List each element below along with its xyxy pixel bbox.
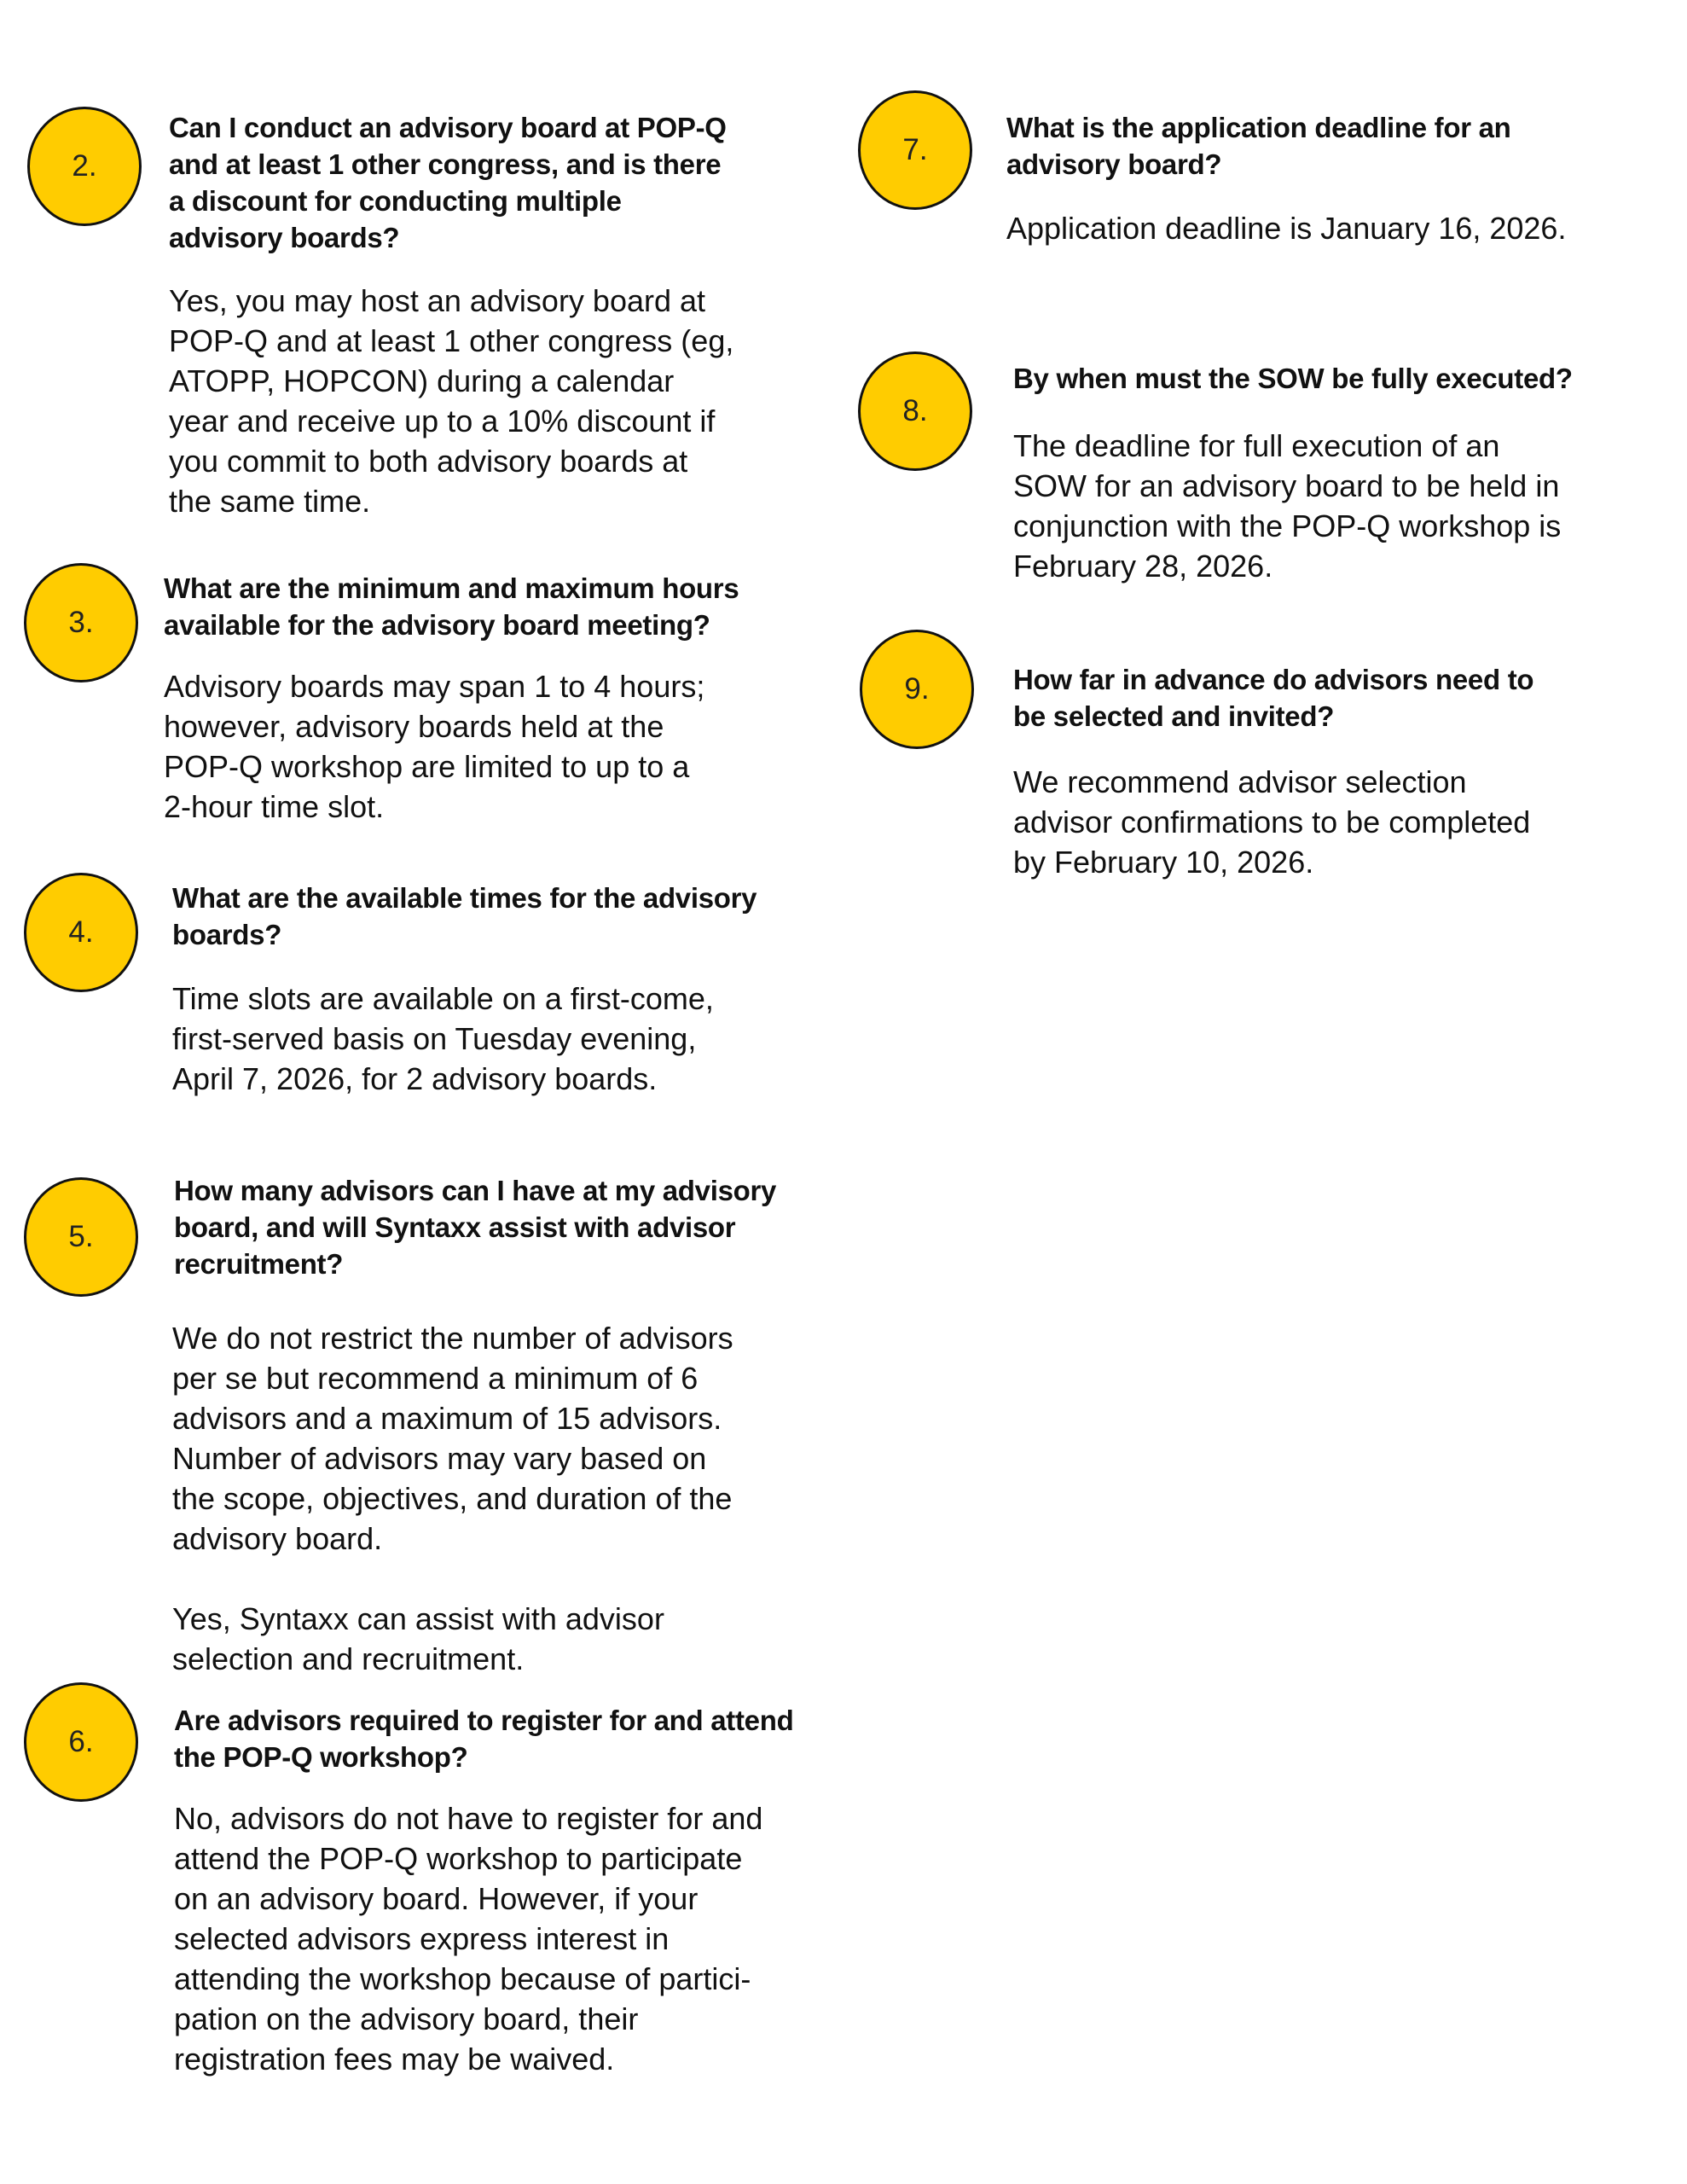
- faq-question: [1013, 360, 1573, 397]
- faq-answer: [1013, 426, 1561, 586]
- answer-line: registration fees may be waived.: [174, 2042, 615, 2077]
- question-line: recruitment?: [174, 1248, 344, 1280]
- question-line: and at least 1 other congress, and is there: [169, 148, 722, 180]
- faq-answer: [1013, 762, 1530, 882]
- answer-line: advisory board.: [172, 1521, 383, 1556]
- answer-line: selection and recruitment.: [172, 1641, 525, 1676]
- badge-number: 9.: [904, 672, 930, 706]
- answer-line: attending the workshop because of partici-: [174, 1961, 751, 1996]
- answer-line: April 7, 2026, for 2 advisory boards.: [172, 1061, 658, 1096]
- question-line: the POP-Q workshop?: [174, 1741, 468, 1773]
- answer-line: The deadline for full execution of an: [1013, 428, 1500, 463]
- answer-paragraph: [172, 1318, 733, 1559]
- answer-line: Time slots are available on a first-come,: [172, 981, 714, 1016]
- answer-line: advisor confirmations to be completed: [1013, 804, 1531, 839]
- number-badge: [24, 1682, 138, 1802]
- question-line: How many advisors can I have at my advisory: [174, 1175, 777, 1206]
- answer-line: you commit to both advisory boards at: [169, 444, 688, 479]
- answer-paragraph: [174, 1798, 762, 2079]
- question-line: Can I conduct an advisory board at POP-Q: [169, 112, 727, 143]
- answer-line: We do not restrict the number of advisors: [172, 1321, 733, 1356]
- faq-answer: [172, 979, 714, 1099]
- answer-line: by February 10, 2026.: [1013, 845, 1314, 880]
- question-line: available for the advisory board meeting?: [164, 609, 710, 641]
- answer-line: conjunction with the POP-Q workshop is: [1013, 508, 1562, 543]
- faq-answer: [169, 281, 733, 521]
- badge-number: 6.: [68, 1725, 94, 1758]
- answer-line: February 28, 2026.: [1013, 549, 1273, 584]
- question-line: What are the minimum and maximum hours: [164, 572, 739, 604]
- answer-line: 2-hour time slot.: [164, 789, 385, 824]
- number-badge: [24, 563, 138, 682]
- answer-line: POP-Q and at least 1 other congress (eg,: [169, 323, 734, 358]
- faq-answer: [174, 1798, 762, 2079]
- faq-answer: [172, 1318, 733, 1679]
- answer-line: the same time.: [169, 484, 371, 519]
- faq-question: [174, 1702, 793, 1775]
- answer-paragraph: [1013, 762, 1530, 882]
- question-line: advisory boards?: [169, 222, 400, 253]
- number-badge: [858, 90, 972, 210]
- answer-line: Yes, you may host an advisory board at: [169, 283, 706, 318]
- answer-line: selected advisors express interest in: [174, 1921, 670, 1956]
- answer-line: No, advisors do not have to register for and: [174, 1801, 763, 1836]
- number-badge: [24, 873, 138, 992]
- number-badge: [858, 351, 972, 471]
- answer-line: Application deadline is January 16, 2026.: [1006, 211, 1567, 246]
- question-line: What is the application deadline for an: [1006, 112, 1511, 143]
- faq-answer: [164, 666, 704, 827]
- answer-line: first-served basis on Tuesday evening,: [172, 1021, 697, 1056]
- answer-line: per se but recommend a minimum of 6: [172, 1361, 699, 1396]
- faq-answer: [1006, 208, 1566, 248]
- question-line: a discount for conducting multiple: [169, 185, 622, 217]
- question-line: board, and will Syntaxx assist with advisor: [174, 1211, 736, 1243]
- answer-line: attend the POP-Q workshop to participate: [174, 1841, 743, 1876]
- number-badge: [860, 630, 974, 749]
- faq-question: [164, 570, 739, 643]
- answer-paragraph: [1006, 208, 1566, 248]
- question-line: be selected and invited?: [1013, 700, 1335, 732]
- answer-line: SOW for an advisory board to be held in: [1013, 468, 1560, 503]
- question-line: Are advisors required to register for and attend: [174, 1705, 794, 1736]
- badge-number: 7.: [902, 133, 928, 166]
- question-line: How far in advance do advisors need to: [1013, 664, 1534, 695]
- faq-question: [1013, 661, 1533, 735]
- answer-paragraph: [169, 281, 733, 521]
- badge-number: 4.: [68, 915, 94, 949]
- answer-line: Number of advisors may vary based on: [172, 1441, 707, 1476]
- question-line: advisory board?: [1006, 148, 1222, 180]
- question-line: What are the available times for the advisory: [172, 882, 757, 914]
- answer-paragraph: [164, 666, 704, 827]
- answer-line: year and receive up to a 10% discount if: [169, 404, 716, 439]
- answer-line: pation on the advisory board, their: [174, 2001, 639, 2036]
- number-badge: [24, 1177, 138, 1297]
- answer-line: however, advisory boards held at the: [164, 709, 664, 744]
- answer-paragraph: [1013, 426, 1561, 586]
- number-badge: [27, 107, 142, 226]
- question-line: By when must the SOW be fully executed?: [1013, 363, 1573, 394]
- answer-paragraph: [172, 979, 714, 1099]
- faq-question: [1006, 109, 1511, 183]
- badge-number: 3.: [68, 606, 94, 639]
- faq-question: [174, 1172, 776, 1282]
- badge-number: 8.: [902, 394, 928, 427]
- question-line: boards?: [172, 919, 282, 950]
- badge-number: 5.: [68, 1220, 94, 1253]
- answer-line: Advisory boards may span 1 to 4 hours;: [164, 669, 705, 704]
- answer-line: the scope, objectives, and duration of the: [172, 1481, 733, 1516]
- answer-line: advisors and a maximum of 15 advisors.: [172, 1401, 722, 1436]
- answer-paragraph: [172, 1599, 733, 1679]
- answer-line: on an advisory board. However, if your: [174, 1881, 699, 1916]
- answer-line: We recommend advisor selection: [1013, 764, 1467, 799]
- answer-line: POP-Q workshop are limited to up to a: [164, 749, 690, 784]
- faq-question: [169, 109, 727, 256]
- faq-question: [172, 880, 757, 953]
- answer-line: ATOPP, HOPCON) during a calendar: [169, 363, 675, 398]
- badge-number: 2.: [72, 149, 97, 183]
- answer-line: Yes, Syntaxx can assist with advisor: [172, 1601, 664, 1636]
